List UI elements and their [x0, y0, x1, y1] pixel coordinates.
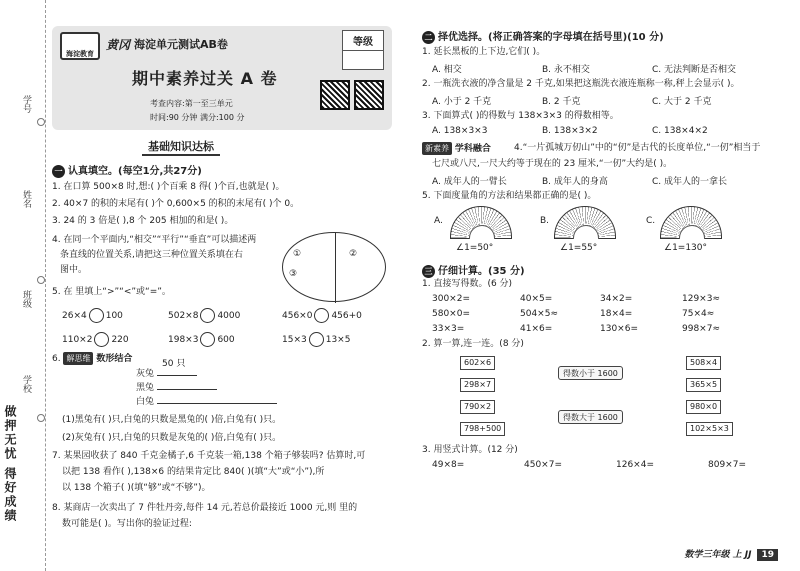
- vertical-calc-item: 809×7=: [708, 460, 746, 470]
- fill-q3: 3. 24 的 3 倍是( ),8 个 205 相加的和是( )。: [52, 216, 234, 226]
- calc-item: 75×4≈: [682, 309, 715, 319]
- option-c[interactable]: C. 无法判断是否相交: [652, 65, 737, 75]
- exam-header: [52, 26, 392, 130]
- diagram-divider: [335, 233, 336, 303]
- lines-diagram: [282, 232, 386, 302]
- white-rabbit-label: 白兔: [136, 396, 277, 409]
- calc-item: 41×6=: [520, 324, 553, 334]
- diagram-50-label: 50 只: [162, 359, 186, 369]
- compare-item: 26×4 100: [62, 308, 123, 323]
- section-2-heading: 二 择优选择。(将正确答案的字母填在括号里)(10 分): [422, 28, 664, 44]
- option-a[interactable]: A. 小于 2 千克: [432, 97, 492, 107]
- fill-q6-2: (2)灰兔有( )只,白兔的只数是灰兔的( )倍,白兔有( )只。: [62, 433, 282, 443]
- protractor-c: [660, 206, 722, 239]
- right-page: [420, 0, 790, 571]
- fill-q6-1: (1)黑兔有( )只,白兔的只数是黑兔的( )倍,白兔有( )只。: [62, 415, 282, 425]
- left-page: [50, 0, 395, 571]
- compare-blank[interactable]: [309, 332, 324, 347]
- choice-q4-text: 七尺或八尺,一尺大约等于现在的 23 厘米,“一仞”大约是( )。: [432, 159, 673, 169]
- compare-blank[interactable]: [200, 332, 215, 347]
- protractor-b: [554, 206, 616, 239]
- option-b[interactable]: B. 138×3×2: [542, 126, 598, 136]
- angle-caption-a: ∠1=50°: [456, 243, 494, 253]
- student-id-label: 学号: [21, 95, 31, 113]
- section-3-heading: 三 仔细计算。(35 分): [422, 262, 525, 278]
- region-1-label: ①: [293, 249, 302, 259]
- fill-q4: 4. 在同一个平面内,“相交”“平行”“垂直”可以描述两: [52, 235, 257, 245]
- publisher-logo: 海淀教育: [60, 32, 100, 60]
- choice-q2: 2. 一瓶洗衣液的净含量是 2 千克,如果把这瓶洗衣液连瓶称一称,秤上会显示( )。: [422, 79, 740, 89]
- page-footer: [685, 547, 779, 561]
- region-2-label: ②: [349, 249, 358, 259]
- choice-q4: 新素养 学科融合: [422, 142, 491, 156]
- choice-q4-text: 4.“一片孤城万仞山”中的“仞”是古代的长度单位,“一仞”相当于: [514, 143, 761, 153]
- match-left-box[interactable]: 798+500: [460, 422, 505, 436]
- protractor-a: [450, 206, 512, 239]
- option-c[interactable]: C. 成年人的一拿长: [652, 177, 728, 187]
- brand-name: 黄冈: [106, 38, 131, 52]
- gray-rabbit-label: 灰兔: [136, 368, 197, 381]
- fill-q6: 6. 解思维 数形结合: [52, 354, 133, 364]
- choice-q1: 1. 延长黑板的上下边,它们( )。: [422, 47, 546, 57]
- calc-q3: 3. 用竖式计算。(12 分): [422, 445, 518, 455]
- calc-item: 129×3≈: [682, 294, 720, 304]
- calc-q1: 1. 直接写得数。(6 分): [422, 279, 513, 289]
- fill-q7: 以 138 个箱子( )(填“够”或“不够”)。: [62, 483, 211, 493]
- margin-slogan: 做押无忧 得好成绩: [3, 405, 17, 524]
- time-limit: 时间:90 分钟: [150, 113, 198, 122]
- thinking-tag: 解思维: [63, 352, 93, 365]
- page-number: 19: [757, 549, 778, 561]
- compare-blank[interactable]: [94, 332, 109, 347]
- fill-q2: 2. 40×7 的积的末尾有( )个 0,600×5 的积的末尾有( )个 0。: [52, 199, 300, 209]
- vertical-calc-item: 49×8=: [432, 460, 465, 470]
- option-a[interactable]: A. 相交: [432, 65, 462, 75]
- calc-item: 130×6=: [600, 324, 638, 334]
- compare-item: 456×0 456+0: [282, 308, 362, 323]
- fill-q4: 条直线的位置关系,请把这三种位置关系填在右: [60, 250, 243, 260]
- compare-item: 15×3 13×5: [282, 332, 350, 347]
- vertical-calc-item: 450×7=: [524, 460, 562, 470]
- choice-q3: 3. 下面算式( )的得数与 138×3×3 的得数相等。: [422, 111, 619, 121]
- match-right-box[interactable]: 508×4: [686, 356, 721, 370]
- grade-label: 等级: [343, 31, 383, 51]
- option-b[interactable]: B. 成年人的身高: [542, 177, 608, 187]
- match-left-box[interactable]: 602×6: [460, 356, 495, 370]
- footer-text: 数学三年级 上 JJ: [684, 550, 752, 560]
- page-title: 期中素养过关 A 卷: [132, 69, 278, 88]
- calc-item: 998×7≈: [682, 324, 720, 334]
- option-a[interactable]: A. 成年人的一臂长: [432, 177, 507, 187]
- black-rabbit-label: 黑兔: [136, 382, 217, 395]
- fill-q7: 以把 138 看作( ),138×6 的结果肯定比 840( )(填“大”或“小”),所: [62, 467, 325, 477]
- class-label: 班级: [21, 290, 31, 308]
- compare-item: 198×3 600: [168, 332, 235, 347]
- option-a[interactable]: A.: [434, 216, 443, 226]
- match-right-box[interactable]: 365×5: [686, 378, 721, 392]
- calc-item: 33×3=: [432, 324, 465, 334]
- fill-q4: 图中。: [60, 265, 88, 275]
- angle-caption-c: ∠1=130°: [664, 243, 708, 253]
- calc-item: 18×4=: [600, 309, 633, 319]
- fill-q7: 7. 某果园收获了 840 千克金橘子,6 千克装一箱,138 个箱子够装吗? 估算时,可: [52, 451, 366, 461]
- vertical-calc-item: 126×4=: [616, 460, 654, 470]
- school-label: 学校: [21, 375, 31, 393]
- match-center-box[interactable]: 得数小于 1600: [558, 366, 623, 380]
- binding-hole: [37, 414, 45, 422]
- option-b[interactable]: B. 2 千克: [542, 97, 581, 107]
- binding-hole: [37, 118, 45, 126]
- exam-info: [150, 112, 244, 123]
- compare-item: 502×8 4000: [168, 308, 240, 323]
- section-1-heading: 一 认真填空。(每空1分,共27分): [52, 162, 202, 178]
- region-3-label: ③: [289, 269, 298, 279]
- option-c[interactable]: C. 大于 2 千克: [652, 97, 712, 107]
- match-right-box[interactable]: 980×0: [686, 400, 721, 414]
- compare-blank[interactable]: [314, 308, 329, 323]
- calc-q2: 2. 算一算,连一连。(8 分): [422, 339, 524, 349]
- compare-item: 110×2 220: [62, 332, 129, 347]
- option-b[interactable]: B. 永不相交: [542, 65, 590, 75]
- option-a[interactable]: A. 138×3×3: [432, 126, 488, 136]
- qr-code-icon[interactable]: [320, 80, 350, 110]
- match-left-box[interactable]: 298×7: [460, 378, 495, 392]
- exam-scope: 考查内容:第一至三单元: [150, 99, 233, 108]
- angle-caption-b: ∠1=55°: [560, 243, 598, 253]
- binding-margin: [0, 0, 46, 571]
- calc-item: 504×5≈: [520, 309, 558, 319]
- calc-item: 580×0=: [432, 309, 470, 319]
- fill-q8: 8. 某商店一次卖出了 7 件牡丹旁,每件 14 元,若总价最接近 1000 元,则 里的: [52, 503, 358, 513]
- compare-blank[interactable]: [89, 308, 104, 323]
- match-left-box[interactable]: 790×2: [460, 400, 495, 414]
- fill-q8: 数可能是( )。写出你的验证过程:: [62, 519, 192, 529]
- choice-q5: 5. 下面度量角的方法和结果都正确的是( )。: [422, 191, 597, 201]
- calc-item: 34×2=: [600, 294, 633, 304]
- option-c[interactable]: C. 138×4×2: [652, 126, 708, 136]
- qr-code-icon[interactable]: [354, 80, 384, 110]
- fill-q5: 5. 在 里填上“>”“<”或“=”。: [52, 287, 171, 297]
- name-label: 姓名: [21, 190, 31, 208]
- calc-item: 40×5=: [520, 294, 553, 304]
- fill-q1: 1. 在口算 500×8 时,想:( )个百乘 8 得( )个百,也就是( )。: [52, 182, 285, 192]
- full-score: 满分:100 分: [199, 113, 245, 122]
- binding-hole: [37, 276, 45, 284]
- calc-item: 300×2=: [432, 294, 470, 304]
- series-name: 海淀单元测试AB卷: [134, 38, 228, 51]
- match-right-box[interactable]: 102×5×3: [686, 422, 733, 436]
- grade-box: [342, 30, 384, 70]
- section-banner: 基础知识达标: [142, 138, 220, 156]
- compare-blank[interactable]: [200, 308, 215, 323]
- match-center-box[interactable]: 得数大于 1600: [558, 410, 623, 424]
- option-c[interactable]: C.: [646, 216, 656, 226]
- new-literacy-tag: 新素养: [422, 142, 452, 155]
- option-b[interactable]: B.: [540, 216, 550, 226]
